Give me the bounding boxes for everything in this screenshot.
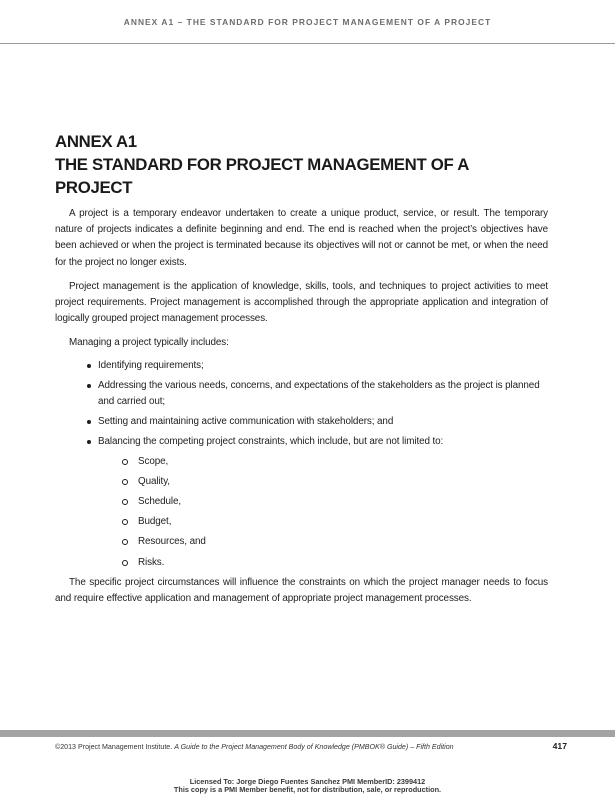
hollow-bullet-icon [122,499,128,505]
list-item [55,434,548,570]
book-title: A Guide to the Project Management Body of Knowledge (PMBOK® Guide) – Fifth Edition [174,743,454,751]
hollow-bullet-icon [122,539,128,545]
sublist-item [98,514,548,530]
hollow-bullet-icon [122,459,128,465]
list-item [55,414,548,430]
title-line-2: THE STANDARD FOR PROJECT MANAGEMENT OF A PROJECT [55,155,469,197]
sublist-item [98,534,548,550]
page-number: 417 [552,741,567,751]
running-header [0,0,615,44]
page-title [55,130,548,199]
sublist-item-text: Quality, [138,475,170,487]
hollow-bullet-icon [122,479,128,485]
hollow-bullet-icon [122,519,128,525]
list-item-text: Addressing the various needs, concerns, and expectations of the stakeholders as the project is planned and carried out; [98,379,540,408]
paragraph-managing-intro: Managing a project typically includes: [69,337,229,349]
sublist-item [98,474,548,490]
sublist-item-text: Resources, and [138,536,206,548]
list-item-text: Balancing the competing project constraints, which include, but are not limited to: [98,436,444,448]
paragraph-constraints-focus: The specific project circumstances will influence the constraints on which the project manager needs to focus and require effective application and management of appropriate project management processes. [55,576,548,605]
list-item-text: Setting and maintaining active communication with stakeholders; and [98,416,394,428]
hollow-bullet-icon [122,560,128,566]
sublist-item-text: Risks. [138,556,165,568]
footer-copyright [55,743,454,751]
sublist-item-text: Budget, [138,516,172,528]
sublist-item-text: Schedule, [138,496,182,508]
constraint-sublist [98,454,548,571]
footer-rule [0,730,615,737]
license-notice [0,778,615,794]
paragraph-project-definition: A project is a temporary endeavor undertaken to create a unique product, service, or result. The temporary nature of projects indicates a definite beginning and end. The end is reached when the project’s objectives have been achieved or when the project is terminated because its objectives will not or cannot be met, or when the need for the project no longer exists. [55,208,548,268]
sublist-item [98,494,548,510]
page-content [55,130,548,607]
title-line-1: ANNEX A1 [55,132,137,151]
sublist-item [98,454,548,470]
bullet-icon [87,384,91,388]
running-header-text: ANNEX A1 – THE STANDARD FOR PROJECT MANAGEMENT OF A PROJECT [123,17,492,27]
copyright-text: ©2013 Project Management Institute. [55,743,175,751]
license-line-2: This copy is a PMI Member benefit, not for distribution, sale, or reproduction. [173,785,442,794]
bullet-list [55,358,548,571]
sublist-item-text: Scope, [138,455,169,467]
license-line-1: Licensed To: Jorge Diego Fuentes Sanchez PMI MemberID: 2399412 [189,777,426,786]
list-item [55,378,548,410]
paragraph-project-management: Project management is the application of knowledge, skills, tools, and techniques to project activities to meet project requirements. Project management is accomplished through the appropriate application and integration of logically grouped project management processes. [55,280,548,325]
list-item-text: Identifying requirements; [98,359,204,371]
bullet-icon [87,364,91,368]
sublist-item [98,555,548,571]
bullet-icon [87,440,91,444]
bullet-icon [87,420,91,424]
list-item [55,358,548,374]
